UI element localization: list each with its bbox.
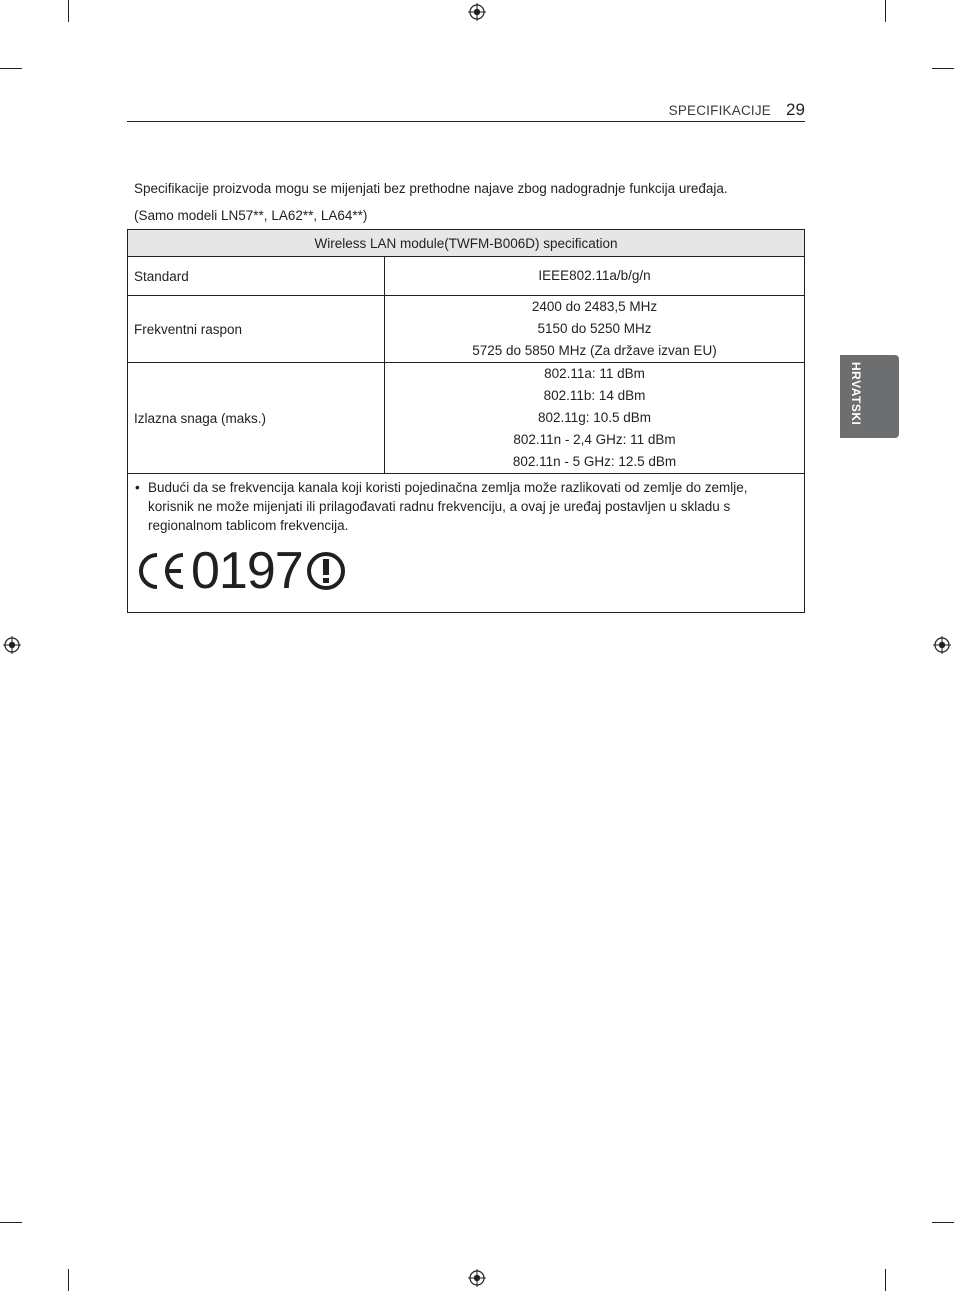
table-title: Wireless LAN module(TWFM-B006D) specification	[128, 230, 805, 257]
crop-mark	[68, 1269, 69, 1291]
page-number: 29	[786, 100, 805, 119]
table-header-row	[128, 230, 805, 257]
crop-mark	[932, 1222, 954, 1223]
crop-mark	[0, 68, 22, 69]
row-label: Frekventni raspon	[128, 296, 385, 363]
row-value	[385, 257, 805, 296]
notified-body-number: 0197	[191, 542, 303, 600]
value-line: 802.11n - 2,4 GHz: 11 dBm	[513, 432, 676, 447]
crop-mark	[885, 0, 886, 22]
value-line: 5150 do 5250 MHz	[537, 321, 652, 336]
section-title: SPECIFIKACIJE	[668, 103, 771, 118]
row-label: Izlazna snaga (maks.)	[128, 363, 385, 474]
alert-class2-icon	[305, 550, 347, 592]
value-line: IEEE802.11a/b/g/n	[538, 268, 651, 283]
registration-mark-icon	[468, 1269, 486, 1287]
registration-mark-icon	[3, 636, 21, 654]
model-note: (Samo modeli LN57**, LA62**, LA64**)	[134, 208, 368, 223]
table-row	[128, 257, 805, 296]
language-tab-label: HRVATSKI	[849, 362, 863, 426]
header-rule	[127, 121, 805, 122]
table-row	[128, 296, 805, 363]
language-side-tab	[840, 355, 899, 438]
registration-mark-icon	[933, 636, 951, 654]
crop-mark	[932, 68, 954, 69]
bullet: •	[135, 480, 140, 495]
row-value	[385, 363, 805, 474]
value-line: 802.11g: 10.5 dBm	[537, 410, 652, 425]
ce-mark-icon	[135, 549, 187, 593]
value-line: 802.11a: 11 dBm	[544, 366, 645, 381]
table-note-row	[128, 474, 805, 613]
value-line: 802.11n - 5 GHz: 12.5 dBm	[512, 454, 677, 469]
spec-table	[127, 229, 805, 613]
value-line: 802.11b: 14 dBm	[543, 388, 646, 403]
row-value	[385, 296, 805, 363]
crop-mark	[0, 1222, 22, 1223]
crop-mark	[885, 1269, 886, 1291]
table-row	[128, 363, 805, 474]
note-cell	[128, 474, 805, 613]
frequency-note: Budući da se frekvencija kanala koji koristi pojedinačna zemlja može razlikovati od zemlje do zemlje, korisnik ne može mijenjati ili prilagođavati radnu frekvenciju, a ovaj je uređaj postavljen u skladu s regionalnom tablicom frekvencija.	[148, 480, 748, 533]
ce-marking	[135, 542, 790, 600]
value-line: 5725 do 5850 MHz (Za države izvan EU)	[472, 343, 717, 358]
registration-mark-icon	[468, 3, 486, 21]
intro-text: Specifikacije proizvoda mogu se mijenjati bez prethodne najave zbog nadogradnje funkcija uređaja.	[134, 181, 728, 196]
row-label: Standard	[128, 257, 385, 296]
value-line: 2400 do 2483,5 MHz	[531, 299, 658, 314]
crop-mark	[68, 0, 69, 22]
